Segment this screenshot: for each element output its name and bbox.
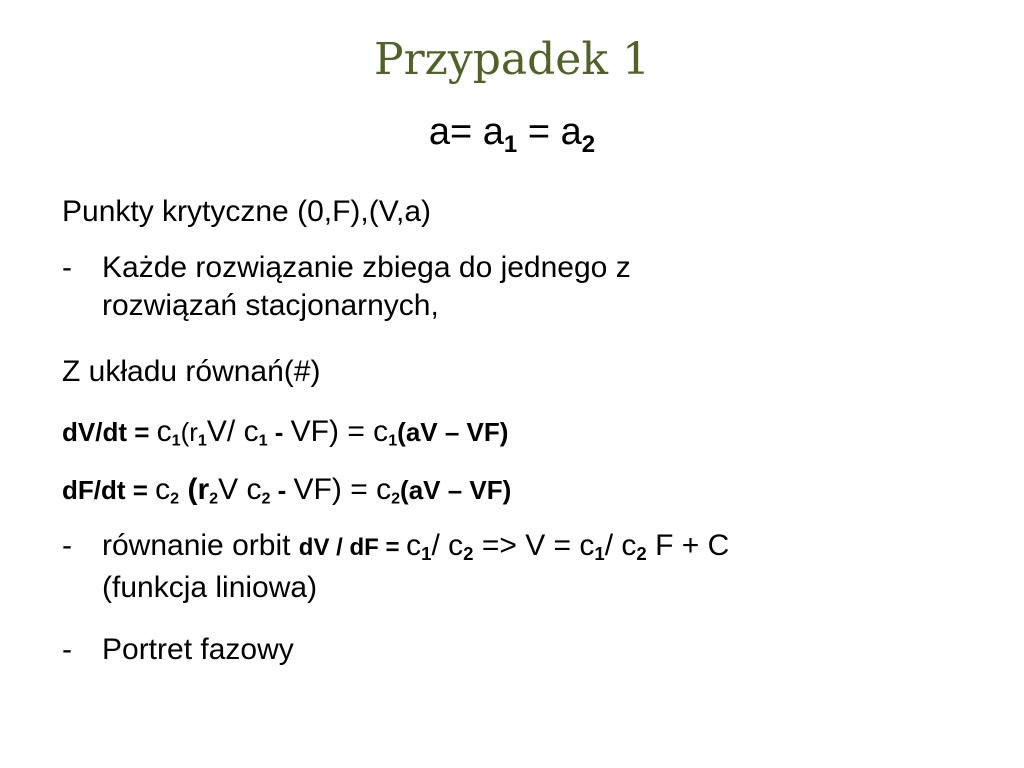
eq1-sub: 1 — [258, 431, 268, 450]
eq1-vf: VF) — [290, 415, 339, 448]
eq2-eq-c: = c — [341, 473, 392, 506]
orbit-div-c2: / c — [604, 529, 637, 562]
linear-function-note: (funkcja liniowa) — [102, 571, 318, 604]
eq2-sub: 2 — [391, 489, 401, 508]
eq2-r: (r — [179, 473, 210, 506]
orbit-div-c: / c — [431, 529, 464, 562]
orbit-sub: 1 — [421, 543, 432, 565]
orbit-sub: 1 — [594, 543, 605, 565]
orbit-equation — [102, 528, 729, 566]
eq2-minus: - — [270, 475, 294, 505]
phase-portrait-text: Portret fazowy — [102, 633, 294, 666]
eq1-eq-c: = c — [338, 415, 389, 448]
eq1-sub: 1 — [171, 431, 181, 450]
orbit-tail: F + C — [646, 529, 730, 562]
equation-dv-dt — [62, 414, 508, 450]
convergence-text-1: Każde rozwiązanie zbiega do jednego z — [102, 251, 631, 284]
eq1-sub: 1 — [197, 431, 207, 450]
eq-sub1: 1 — [503, 131, 518, 158]
eq1-c: c — [156, 415, 172, 448]
orbit-sub: 2 — [636, 543, 647, 565]
orbit-sub: 2 — [463, 543, 474, 565]
eq2-c: c — [155, 473, 171, 506]
slide-title: Przypadek 1 — [374, 34, 650, 85]
subtitle-equation — [0, 108, 1024, 156]
eq2-vc: V c — [218, 473, 262, 506]
orbit-implies: => V = c — [473, 529, 595, 562]
convergence-text-2: rozwiązań stacjonarnych, — [102, 289, 439, 322]
bullet-dash: - — [62, 251, 72, 284]
eq1-sub: 1 — [388, 431, 398, 450]
eq-a2: a — [560, 111, 582, 153]
eq1-rhs: (aV – VF) — [397, 417, 509, 447]
eq2-sub: 2 — [209, 489, 219, 508]
orbit-c: c — [406, 529, 422, 562]
eq1-r: (r — [180, 417, 198, 447]
eq-equals: = — [450, 111, 483, 153]
orbit-dvdf: dV / dF = — [298, 534, 407, 561]
eq1-minus: - — [267, 417, 291, 447]
eq1-lhs: dV/dt = — [62, 417, 157, 447]
eq-a1: a — [482, 111, 504, 153]
eq2-sub: 2 — [170, 489, 180, 508]
orbit-text: równanie orbit — [102, 529, 299, 562]
eq2-vf: VF) — [293, 473, 342, 506]
eq2-lhs: dF/dt = — [62, 475, 156, 505]
eq2-rhs: (aV – VF) — [400, 475, 512, 505]
bullet-dash: - — [62, 633, 72, 666]
eq-sub2: 2 — [581, 131, 596, 158]
bullet-dash: - — [62, 529, 72, 562]
eq1-vc: V/ c — [206, 415, 259, 448]
equation-df-dt — [62, 472, 511, 508]
eq2-sub: 2 — [261, 489, 271, 508]
eq-equals2: = — [517, 111, 561, 153]
system-line: Z układu równań(#) — [62, 355, 321, 388]
eq-a: a — [428, 111, 451, 153]
critical-points-line: Punkty krytyczne (0,F),(V,a) — [62, 195, 431, 228]
